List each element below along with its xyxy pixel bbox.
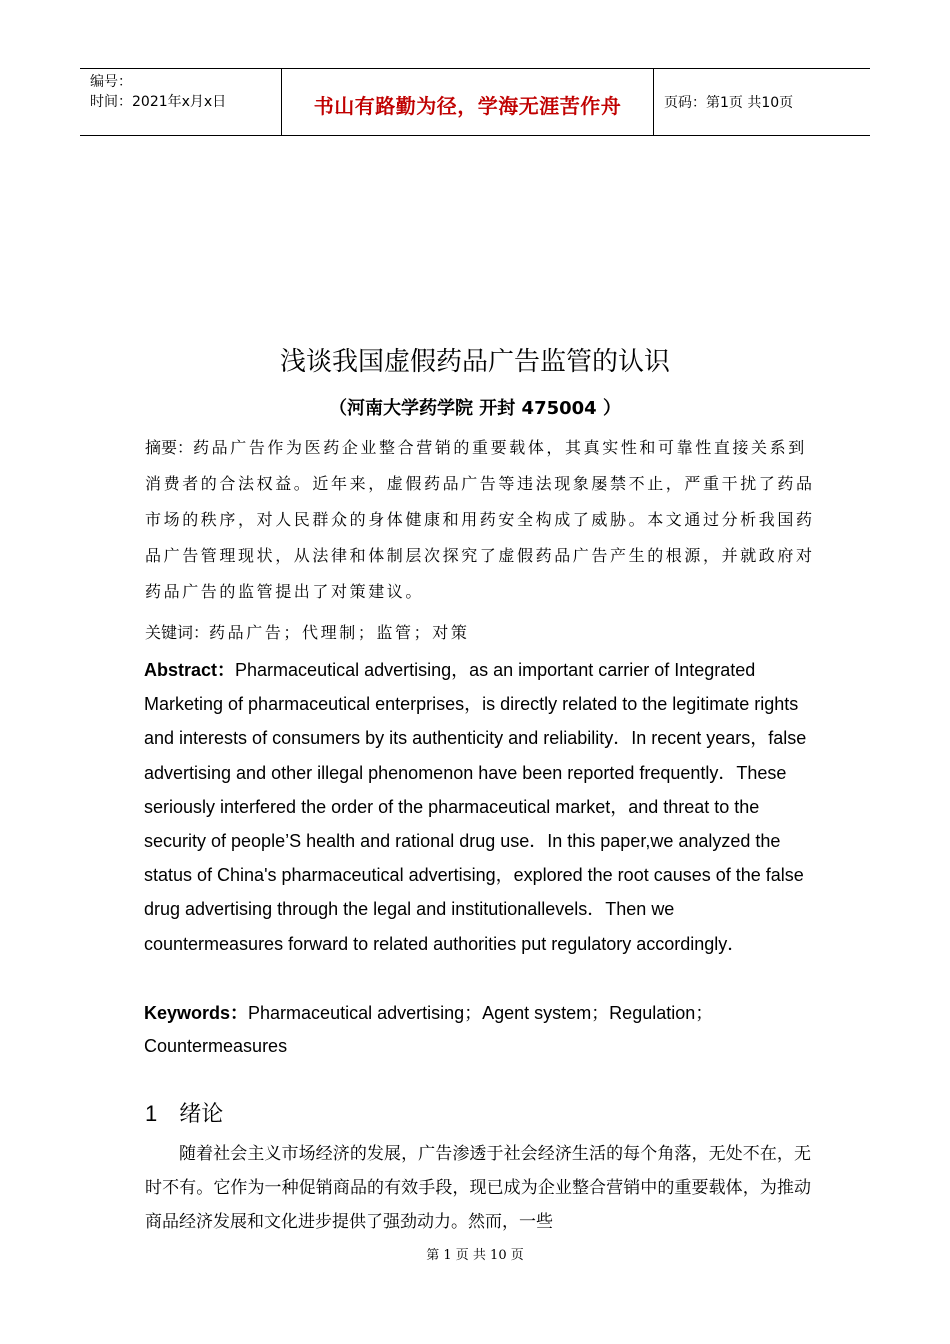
- document-date: 时间：2021年x月x日: [90, 94, 227, 110]
- chinese-keywords-text: 药品广告；代理制；监管；对策: [209, 623, 470, 642]
- paper-title: 浅谈我国虚假药品广告监管的认识: [279, 347, 670, 377]
- page-footer: 第 1 页 共 10 页: [426, 1248, 524, 1263]
- chinese-keywords: [145, 616, 469, 650]
- english-keywords-label: Keywords：: [144, 1003, 249, 1023]
- header-motto: 书山有路勤为径，学海无涯苦作舟: [313, 93, 622, 118]
- body-paragraph: 随着社会主义市场经济的发展，广告渗透于社会经济生活的每个角落，无处不在，无时不有。它作为一种促销商品的有效手段，现已成为企业整合营销中的重要载体，为推动商品经济发展和文化进步提供了强劲动力。然而，一些: [145, 1144, 811, 1232]
- english-abstract-label: Abstract：: [144, 660, 236, 680]
- chinese-keywords-label: 关键词：: [145, 623, 210, 642]
- header-meta-cell: [80, 69, 281, 135]
- chinese-abstract-text: 药品广告作为医药企业整合营销的重要载体，其真实性和可靠性直接关系到消费者的合法权益。近年来，虚假药品广告等违法现象屡禁不止，严重干扰了药品市场的秩序，对人民群众的身体健康和用药安全构成了威胁。本文通过分析我国药品广告管理现状，从法律和体制层次探究了虚假药品广告产生的根源，并就政府对药品广告的监管提出了对策建议。: [145, 438, 815, 601]
- english-keywords: [144, 997, 812, 1063]
- chinese-abstract: [145, 430, 815, 610]
- section-title: 绪论: [179, 1102, 224, 1127]
- author-affiliation: （河南大学药学院 开封 475004 ）: [329, 398, 621, 419]
- english-abstract-text: Pharmaceutical advertising，as an important carrier of Integrated Marketing of pharmaceutical enterprises，is directly related to the legitimate rights and interests of consumers by its authenticity and reliability．In recent years，false advertising and other illegal phenomenon have been reported frequently．These seriously interfered the order of the pharmaceutical market，and threat to the security of people’S health and rational drug use．In this paper,we analyzed the status of China's pharmaceutical advertising，explored the root causes of the false drug advertising through the legal and institutionallevels．Then we countermeasures forward to related authorities put regulatory accordingly．: [144, 660, 807, 954]
- english-keywords-text: Pharmaceutical advertising；Agent system；Regulation；Countermeasures: [144, 1003, 714, 1056]
- header-page-cell: [654, 69, 870, 135]
- page-header: [80, 68, 870, 136]
- header-page-info: 页码：第1页 共10页: [664, 95, 794, 111]
- chinese-abstract-label: 摘要：: [145, 438, 194, 457]
- header-motto-cell: [281, 69, 654, 135]
- document-number-label: 编号：: [90, 74, 132, 90]
- english-abstract: [144, 653, 812, 961]
- section-heading: [145, 1097, 223, 1132]
- section-number: 1: [145, 1101, 158, 1126]
